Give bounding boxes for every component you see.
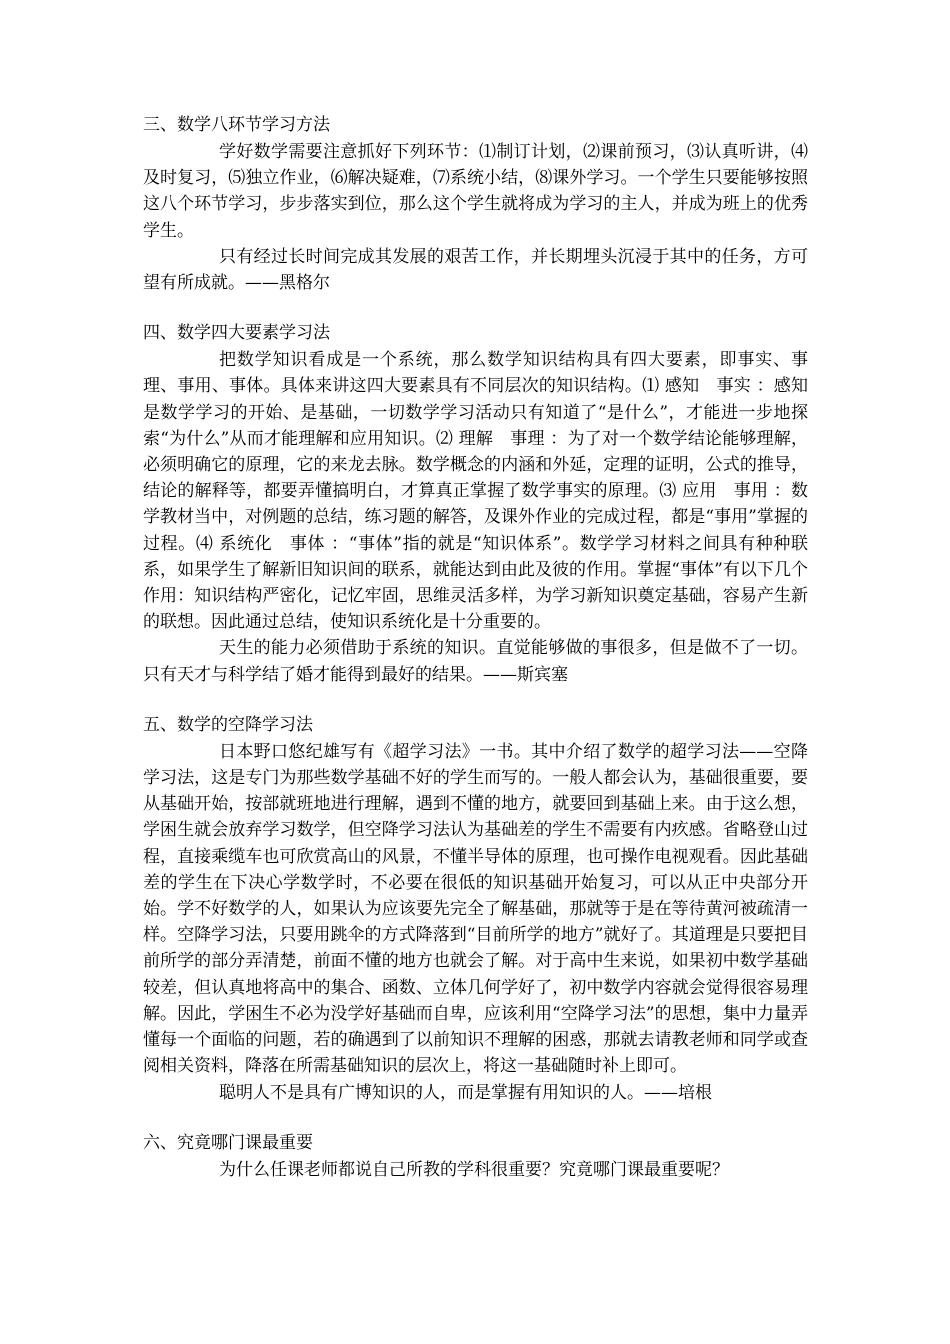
section-paragraph: 把数学知识看成是一个系统，那么数学知识结构具有四大要素，即事实、事理、事用、事体。具体来讲这四大要素具有不同层次的知识结构。⑴ 感知 事实 ：感知是数学学习的开始、是基础，一切数学学习活动只有知道了“是什么”，才能进一步地探索“为什么”从而才能理解和应用知识。⑵ 理解 事理 ：为了对一个数学结论能够理解，必须明确它的原理，它的来龙去脉。数学概念的内涵和外延，定理的证明，公式的推导，结论的解释等，都要弄懂搞明白，才算真正掌握了数学事实的原理。⑶ 应用 事用 ：数学教材当中，对例题的总结，练习题的解答，及课外作业的完成过程，都是“事用”掌握的过程。⑷ 系统化 事体 ：“事体”指的就是“知识体系”。数学学习材料之间具有种种联系，如果学生了解新旧知识间的联系，就能达到由此及彼的作用。掌握“事体”有以下几个作用：知识结构严密化，记忆牢固，思维灵活多样，为学习新知识奠定基础，容易产生新的联想。因此通过总结，使知识系统化是十分重要的。 [143,350,808,633]
section-gap [143,296,808,320]
section-quote: 只有经过长时间完成其发展的艰苦工作，并长期埋头沉浸于其中的任务，方可望有所成就。——黑格尔 [143,246,808,294]
section-four-elements [143,320,808,688]
section-heading: 五、数学的空降学习法 [143,714,313,735]
section-quote: 天生的能力必须借助于系统的知识。直觉能够做的事很多，但是做不了一切。只有天才与科学结了婚才能得到最好的结果。——斯宾塞 [143,638,808,685]
section-gap [143,1106,808,1130]
section-most-important-course [143,1130,808,1183]
section-heading: 六、究竟哪门课最重要 [143,1132,313,1153]
section-paragraph: 日本野口悠纪雄写有《超学习法》一书。其中介绍了数学的超学习法——空降学习法，这是专门为那些数学基础不好的学生而写的。一般人都会认为，基础很重要，要从基础开始，按部就班地进行理解，遇到不懂的地方，就要回到基础上来。由于这么想，学困生就会放弃学习数学，但空降学习法认为基础差的学生不需要有内疚感。省略登山过程，直接乘缆车也可欣赏高山的风景，不懂半导体的原理，也可操作电视观看。因此基础差的学生在下决心学数学时，不必要在很低的知识基础开始复习，可以从正中央部分开始。学不好数学的人，如果认为应该要先完全了解基础，那就等于是在等待黄河被疏清一样。空降学习法，只要用跳伞的方式降落到“目前所学的地方”就好了。其道理是只要把目前所学的部分弄清楚，前面不懂的地方也就会了解。对于高中生来说，如果初中数学基础较差，但认真地将高中的集合、函数、立体几何学好了，初中数学内容就会觉得很容易理解。因此，学困生不必为没学好基础而自卑，应该利用“空降学习法”的思想，集中力量弄懂每一个面临的问题，若的确遇到了以前知识不理解的困惑，那就去请教老师和同学或查阅相关资料，降落在所需基础知识的层次上，将这一基础随时补上即可。 [143,741,808,1077]
section-quote: 聪明人不是具有广博知识的人，而是掌握有用知识的人。——培根 [219,1082,712,1103]
section-eight-steps [143,112,808,296]
section-paragraph: 为什么任课老师都说自己所教的学科很重要？究竟哪门课最重要呢？ [219,1159,729,1180]
section-paragraph: 学好数学需要注意抓好下列环节：⑴制订计划，⑵课前预习，⑶认真听讲，⑷及时复习，⑸独立作业，⑹解决疑难，⑺系统小结，⑻课外学习。一个学生只要能够按照这八个环节学习，步步落实到位，那么这个学生就将成为学习的主人，并成为班上的优秀学生。 [143,142,808,241]
section-heading: 四、数学四大要素学习法 [143,323,330,344]
section-heading: 三、数学八环节学习方法 [143,115,330,135]
document-page [143,112,808,1183]
section-airdrop-method [143,712,808,1106]
section-gap [143,688,808,712]
